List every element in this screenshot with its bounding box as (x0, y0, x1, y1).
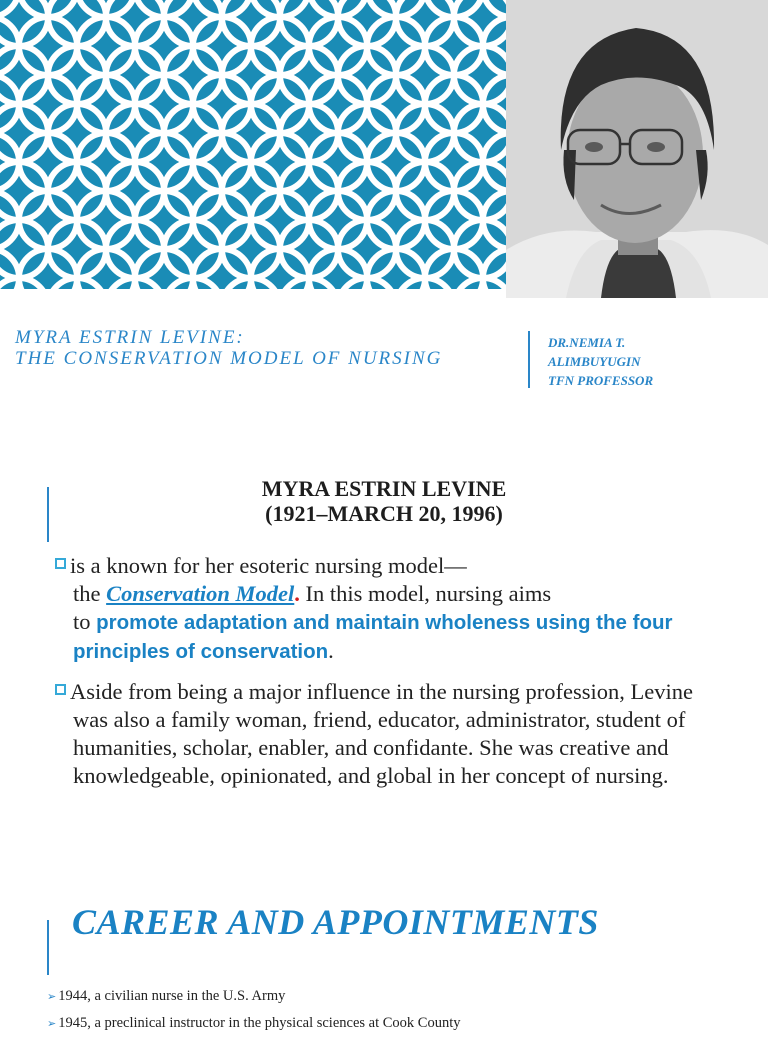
presentation-title (15, 327, 442, 369)
bullet-text: the (73, 581, 107, 606)
arrow-bullet-icon: ➢ (47, 1018, 57, 1030)
author-name-1: DR.NEMIA T. (548, 335, 626, 350)
bullet-item (70, 552, 733, 666)
checkbox-bullet-icon (55, 558, 66, 569)
title-line-1: MYRA ESTRIN LEVINE: (15, 327, 245, 348)
biography-heading (160, 476, 608, 526)
career-heading: CAREER AND APPOINTMENTS (72, 902, 599, 942)
emphasis-text: promote adaptation and maintain wholeness using the four principles of conservation (73, 611, 673, 663)
heading-dates: (1921–MARCH 20, 1996) (265, 501, 503, 526)
bullet-item (70, 678, 733, 790)
bullet-text: In this model, nursing aims (299, 581, 552, 606)
red-period: . (294, 581, 300, 606)
bullet-text: . (328, 638, 334, 663)
career-slide (0, 880, 768, 1031)
career-list (47, 983, 461, 1037)
list-item-text: 1944, a civilian nurse in the U.S. Army (58, 988, 286, 1004)
accent-bar (47, 920, 49, 975)
title-slide (0, 0, 768, 440)
bullet-text: is a known for her esoteric nursing model— (70, 553, 467, 578)
bullet-text: Aside from being a major influence in the nursing profession, Levine was also a family woman, friend, educator, administrator, student of humanities, scholar, enabler, and confidante. She was creative and knowledgeable, opinionated, and global in her concept of nursing. (70, 679, 693, 788)
author-name-2: ALIMBUYUGIN (548, 354, 641, 369)
author-title: TFN PROFESSOR (548, 373, 654, 388)
title-line-2: THE CONSERVATION MODEL OF NURSING (15, 348, 443, 369)
bullet-list (70, 552, 733, 802)
heading-name: MYRA ESTRIN LEVINE (261, 476, 507, 501)
author-block (548, 333, 653, 390)
accent-bar (47, 487, 49, 542)
bullet-text: to (73, 609, 97, 634)
portrait-photo (506, 0, 768, 298)
list-item-text: 1945, a preclinical instructor in the physical sciences at Cook County (58, 1015, 461, 1031)
list-item (47, 983, 461, 1010)
conservation-model-link[interactable]: Conservation Model (106, 581, 295, 606)
biography-slide (0, 440, 768, 880)
checkbox-bullet-icon (55, 684, 66, 695)
arrow-bullet-icon: ➢ (47, 991, 57, 1003)
decorative-pattern (0, 0, 506, 289)
vertical-divider (528, 331, 530, 388)
